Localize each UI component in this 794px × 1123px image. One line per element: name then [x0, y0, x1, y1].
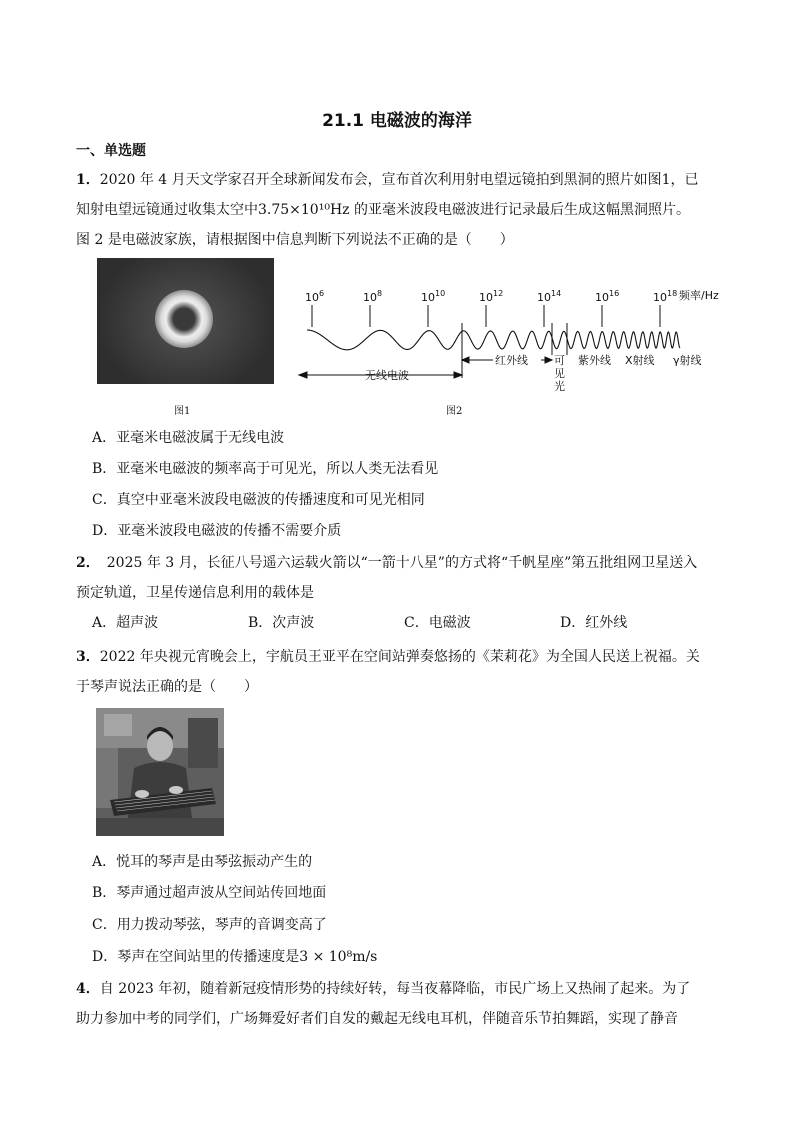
- q2-option-b[interactable]: B．次声波: [248, 615, 315, 631]
- label-visible-1: 可: [554, 354, 565, 367]
- em-wave: [307, 330, 680, 350]
- q4-text-1: 自 2023 年初，随着新冠疫情形势的持续好转，每当夜幕降临，市民广场上又热闹了起来。为了: [99, 981, 691, 997]
- q1-text-1: 2020 年 4 月天文学家召开全球新闻发布会，宣布首次利用射电望远镜拍到黑洞的照片如图1，已: [99, 172, 699, 188]
- tick-label-6: $10^6$: [305, 289, 325, 304]
- label-radio: 无线电波: [365, 369, 409, 382]
- q2-text-1: 2025 年 3 月，长征八号遥六运载火箭以“一箭十八星”的方式将“千帆星座”第五批组网卫星送入: [92, 555, 698, 571]
- q3-option-b[interactable]: B．琴声通过超声波从空间站传回地面: [92, 885, 327, 901]
- astronaut-guzheng-photo: [96, 708, 224, 836]
- q2-option-c[interactable]: C．电磁波: [404, 615, 471, 631]
- fig2-caption: 图2: [446, 406, 463, 417]
- q3-number: 3．: [76, 649, 100, 665]
- q1-option-a[interactable]: A．亚毫米电磁波属于无线电波: [92, 430, 285, 446]
- label-xray: X射线: [625, 354, 655, 367]
- q1-line-1: [76, 169, 699, 189]
- q2-line-1: [76, 552, 697, 572]
- q4-line-2: 助力参加中考的同学们，广场舞爱好者们自发的戴起无线电耳机，伴随音乐节拍舞蹈，实现了静音: [76, 1011, 678, 1027]
- q3-line-2: 于琴声说法正确的是（ ）: [76, 679, 258, 695]
- q1-line-3: 图 2 是电磁波家族，请根据图中信息判断下列说法不正确的是（ ）: [76, 232, 514, 248]
- black-hole-photo: [97, 258, 274, 384]
- frequency-tick-labels: [305, 288, 719, 304]
- label-infrared: 红外线: [495, 354, 528, 367]
- q4-line-1: [76, 978, 690, 998]
- q1-number: 1．: [76, 172, 100, 188]
- q2-options-row: [92, 612, 712, 632]
- page-title: 21.1 电磁波的海洋: [322, 111, 472, 131]
- q2-line-2: 预定轨道，卫星传递信息利用的载体是: [76, 585, 314, 601]
- tick-label-10: $10^{10}$: [421, 289, 446, 304]
- q2-option-d[interactable]: D．红外线: [560, 615, 628, 631]
- tick-label-8: $10^8$: [363, 289, 383, 304]
- tick-label-12: $10^{12}$: [479, 289, 504, 304]
- q3-option-d[interactable]: D．琴声在空间站里的传播速度是3 × 10⁸m/s: [92, 949, 378, 965]
- frequency-unit-label: 频率/Hz: [679, 289, 719, 302]
- tick-label-18: $10^{18}$: [653, 289, 678, 304]
- label-gamma: γ射线: [673, 354, 702, 367]
- q1-option-b[interactable]: B．亚毫米电磁波的频率高于可见光，所以人类无法看见: [92, 461, 439, 477]
- section-heading: 一、单选题: [76, 143, 146, 159]
- q2-number: 2．: [76, 555, 93, 571]
- em-spectrum-diagram: [295, 283, 735, 398]
- label-visible-3: 光: [554, 380, 565, 393]
- q3-option-c[interactable]: C．用力拨动琴弦，琴声的音调变高了: [92, 917, 327, 933]
- q3-text-1: 2022 年央视元宵晚会上，宇航员王亚平在空间站弹奏悠扬的《茉莉花》为全国人民送上祝福。关: [99, 649, 700, 665]
- black-hole-ring: [155, 290, 213, 348]
- tick-label-14: $10^{14}$: [537, 289, 562, 304]
- q1-line-2: 知射电望远镜通过收集太空中3.75×10¹⁰Hz 的亚毫米波段电磁波进行记录最后生成这幅黑洞照片。: [76, 202, 690, 218]
- q2-option-a[interactable]: A．超声波: [92, 615, 159, 631]
- q4-number: 4．: [76, 981, 100, 997]
- label-ultraviolet: 紫外线: [578, 354, 611, 367]
- q1-option-c[interactable]: C．真空中亚毫米波段电磁波的传播速度和可见光相同: [92, 492, 425, 508]
- region-separators: [462, 323, 567, 378]
- tick-label-16: $10^{16}$: [595, 289, 620, 304]
- q3-line-1: [76, 646, 700, 666]
- frequency-tick-lines: [312, 305, 660, 327]
- q3-option-a[interactable]: A．悦耳的琴声是由琴弦振动产生的: [92, 854, 313, 870]
- q1-option-d[interactable]: D．亚毫米波段电磁波的传播不需要介质: [92, 523, 342, 539]
- label-visible-2: 见: [554, 367, 565, 380]
- fig1-caption: 图1: [174, 406, 191, 417]
